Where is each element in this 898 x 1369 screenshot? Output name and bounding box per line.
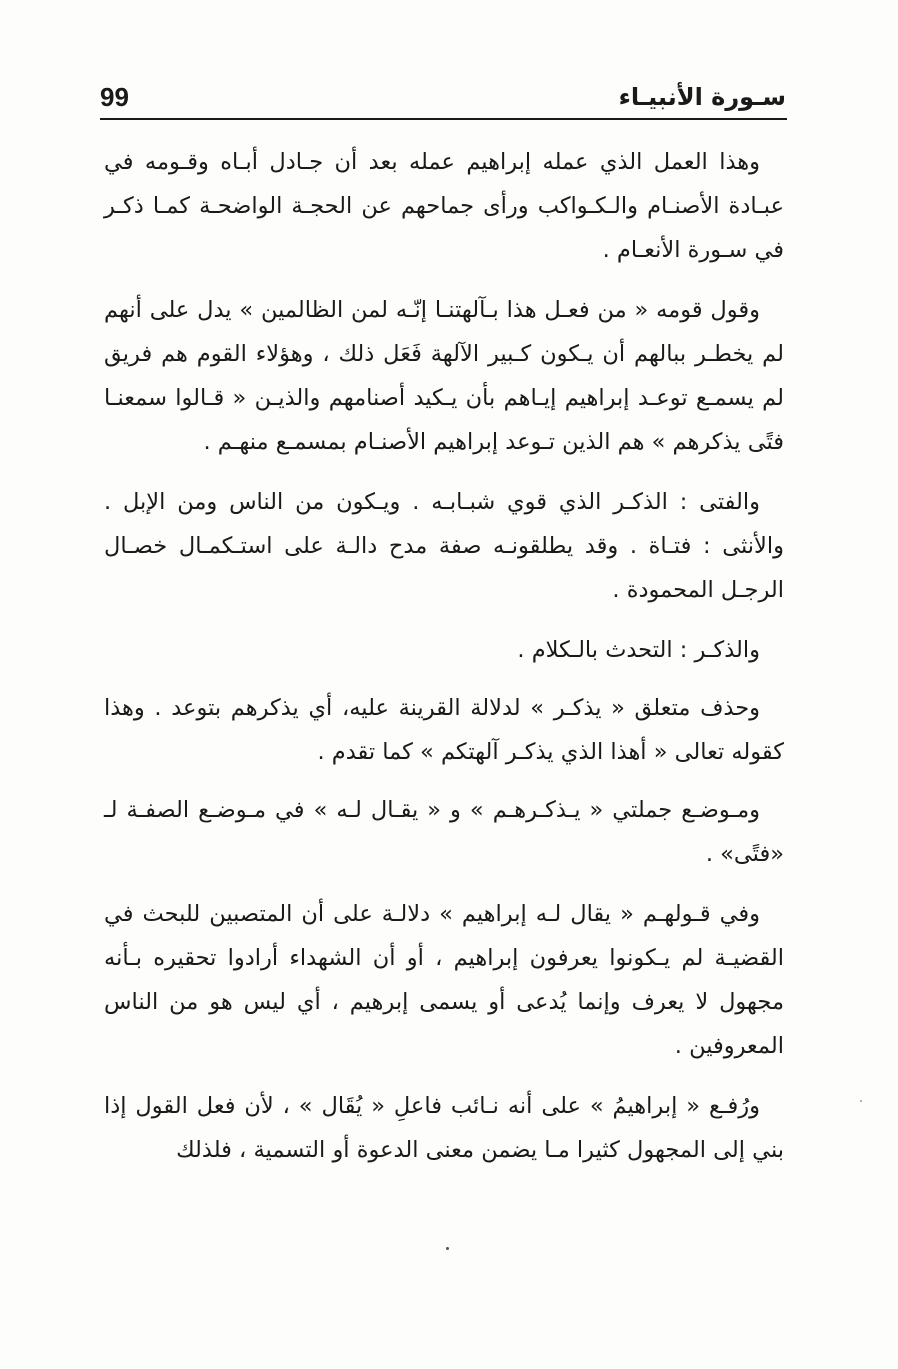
paragraph-7: وفي قـولهـم « يقال لـه إبراهيم » دلالـة على أن المتصبين للبحث في القضيـة لم يـكونوا يعرفون إبراهيم ، أو أن الشهداء أرادوا تحقيره بـأنه مجهول لا يعرف وإنما يُدعى أو يسمى إبرهيم ، أي ليس هو من الناس المعروفين . bbox=[104, 901, 784, 1059]
page-header bbox=[96, 76, 786, 116]
scan-speck bbox=[860, 1100, 862, 1102]
paragraph-3: والفتى : الذكـر الذي قوي شبـابـه . ويـكون من الناس ومن الإبل . والأنثى : فتـاة . وقد يطلقونـه صفة مدح دالـة على استـكمـال خصـال الرجـل المحمودة . bbox=[104, 489, 784, 603]
paragraph-1: وهذا العمل الذي عمله إبراهيم عمله بعد أن جـادل أبـاه وقـومه في عبـادة الأصنـام والـكـواكب ورأى جماحهم عن الحجـة الواضحـة كمـا ذكـر في سـورة الأنعـام . bbox=[104, 149, 784, 263]
header-rule bbox=[100, 118, 787, 120]
paragraph-6: ومـوضـع جملتي « يـذكـرهـم » و « يقـال لـه » في مـوضـع الصفـة لـ «فتًى» . bbox=[104, 797, 784, 867]
scan-speck bbox=[446, 1247, 449, 1250]
surah-title: سـورة الأنبيـاء bbox=[618, 83, 786, 111]
page-body bbox=[104, 140, 784, 1188]
paragraph-5: وحذف متعلق « يذكـر » لدلالة القرينة عليه، أي يذكرهم بتوعد . وهذا كقوله تعالى « أهذا الذي يذكـر آلهتكم » كما تقدم . bbox=[104, 695, 784, 765]
paragraph-4: والذكـر : التحدث بالـكلام . bbox=[517, 637, 760, 663]
paragraph-8: ورُفـع « إبراهيمُ » على أنه نـائب فاعلِ « يُقَال » ، لأن فعل القول إذا بني إلى المجهول كثيرا مـا يضمن معنى الدعوة أو التسمية ، فلذلك bbox=[104, 1093, 784, 1163]
paragraph-2: وقول قومه « من فعـل هذا بـآلهتنـا إنّـه لمن الظالمين » يدل على أنهم لم يخطـر ببالهم أن يـكون كـبير الآلهة فَعَل ذلك ، وهؤلاء القوم هم فريق لم يسمـع توعـد إبراهيم إيـاهم بأن يـكيد أصنامهم والذيـن « قـالوا سمعنـا فتًى يذكرهم » هم الذين تـوعد إبراهيم الأصنـام بمسمـع منهـم . bbox=[104, 297, 784, 455]
page-number: 99 bbox=[100, 82, 129, 112]
